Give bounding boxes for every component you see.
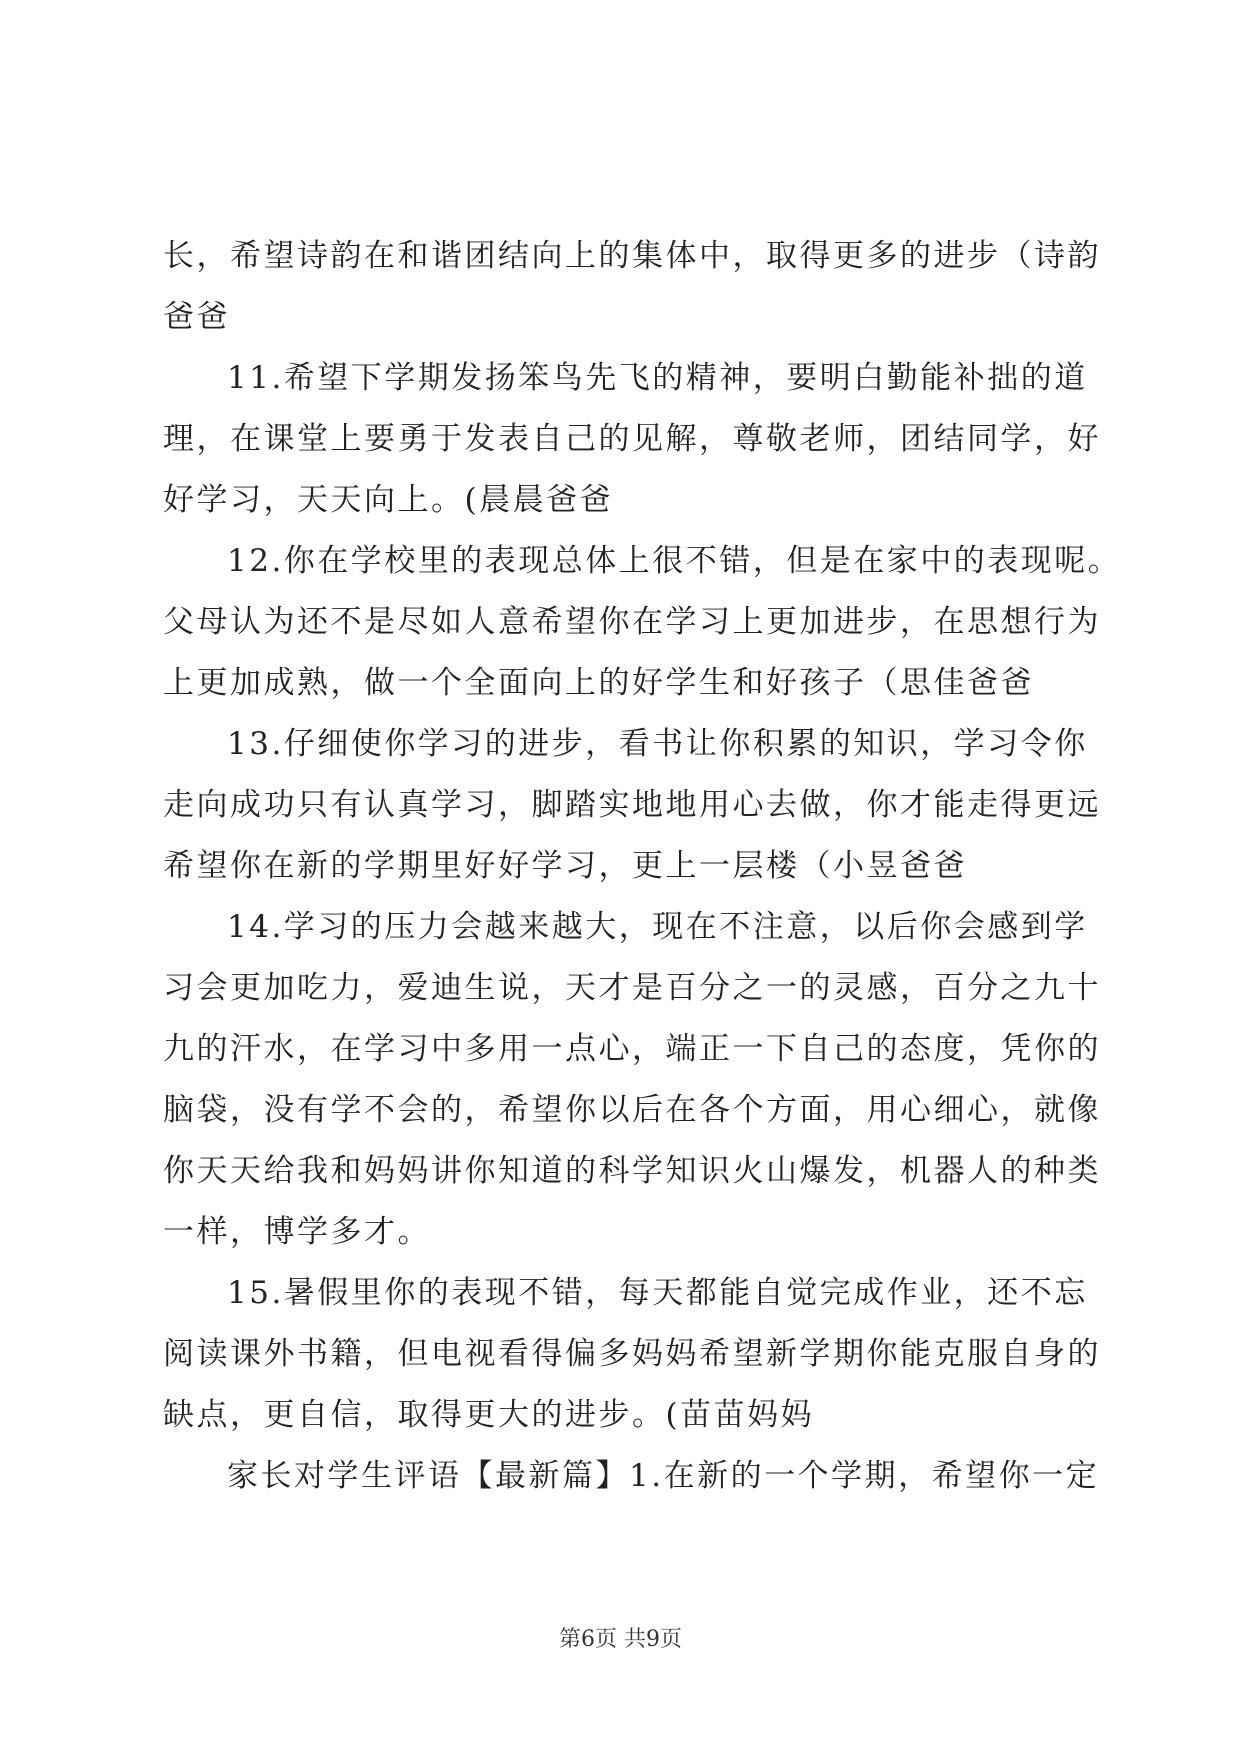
text-line: 走向成功只有认真学习，脚踏实地地用心去做，你才能走得更远: [163, 787, 1101, 823]
text-line: 阅读课外书籍，但电视看得偏多妈妈希望新学期你能克服自身的: [163, 1336, 1101, 1372]
paragraph-13-start: 13.仔细使你学习的进步，看书让你积累的知识，学习令你: [227, 726, 1088, 762]
text-line: 理，在课堂上要勇于发表自己的见解，尊敬老师，团结同学，好: [163, 421, 1101, 457]
page-number-footer: 第6页 共9页: [559, 1627, 682, 1652]
text-line: 长，希望诗韵在和谐团结向上的集体中，取得更多的进步（诗韵: [163, 238, 1101, 274]
document-body: [163, 226, 1122, 1507]
text-line: 上更加成熟，做一个全面向上的好学生和好孩子（思佳爸爸: [163, 665, 1034, 701]
text-line: 习会更加吃力，爱迪生说，天才是百分之一的灵感，百分之九十: [163, 970, 1101, 1006]
text-line: 希望你在新的学期里好好学习，更上一层楼（小昱爸爸: [163, 848, 967, 884]
paragraph-12-start: 12.你在学校里的表现总体上很不错，但是在家中的表现呢。: [227, 543, 1122, 579]
text-line: 爸爸: [163, 299, 230, 335]
text-line: 九的汗水，在学习中多用一点心，端正一下自己的态度，凭你的: [163, 1031, 1101, 1067]
paragraph-15-start: 15.暑假里你的表现不错，每天都能自觉完成作业，还不忘: [227, 1275, 1088, 1311]
text-line: 你天天给我和妈妈讲你知道的科学知识火山爆发，机器人的种类: [163, 1153, 1101, 1189]
paragraph-11-start: 11.希望下学期发扬笨鸟先飞的精神，要明白勤能补拙的道: [227, 360, 1088, 396]
text-line: 脑袋，没有学不会的，希望你以后在各个方面，用心细心，就像: [163, 1092, 1101, 1128]
text-line: 父母认为还不是尽如人意希望你在学习上更加进步，在思想行为: [163, 604, 1101, 640]
text-line: 缺点，更自信，取得更大的进步。(苗苗妈妈: [163, 1397, 815, 1433]
paragraph-14-start: 14.学习的压力会越来越大，现在不注意，以后你会感到学: [227, 909, 1088, 945]
section-heading-line: 家长对学生评语【最新篇】1.在新的一个学期，希望你一定: [227, 1458, 1100, 1494]
text-line: 好学习，天天向上。(晨晨爸爸: [163, 482, 614, 518]
text-line: 一样，博学多才。: [163, 1214, 431, 1250]
